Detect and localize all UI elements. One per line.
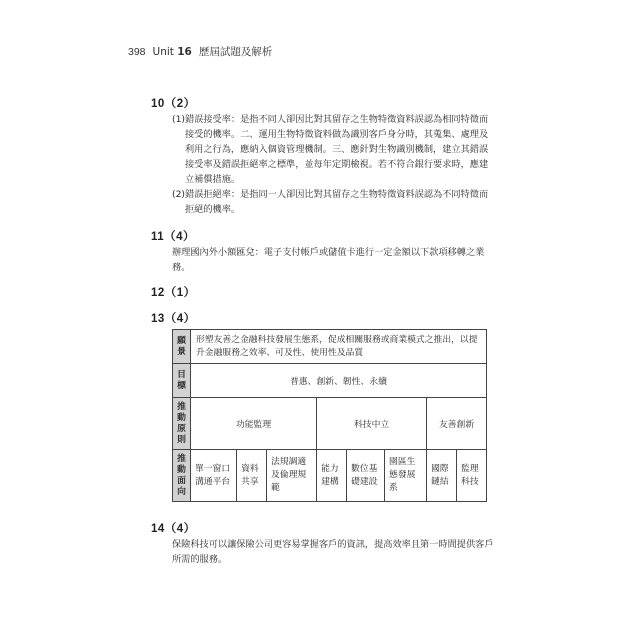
sub-item [172,187,496,217]
question-number: 10（2） [151,98,196,110]
principle-cell: 功能監理 [191,398,317,450]
unit-number: 16 [177,46,192,58]
unit-label: Unit 16 [152,46,192,58]
answer-text: 保險科技可以讓保險公司更容易掌握客戶的資訊，提高效率且第一時間提供客戶所需的服務。 [172,539,494,565]
vision-text: 形塑友善之金融科技發展生態系，促成相關服務或商業模式之推出，以提升金融服務之效率、可及性、使用性及品質 [191,330,487,364]
question-13 [151,310,496,502]
goal-text: 普惠、創新、韌性、永續 [191,364,487,398]
question-12 [151,284,496,300]
question-number: 13（4） [151,313,196,325]
question-number: 14（4） [151,523,196,535]
sub-item-text: 錯誤接受率：是指不同人卻因比對其留存之生物特徵資料誤認為相同特徵而接受的機率。二、運用生物特徵資料做為識別客戶身分時，其蒐集、處理及利用之行為，應納入個資管理機制。三、應針對生物識別機制，建立其錯誤接受率及錯誤拒絕率之標準，並每年定期檢視。若不符合銀行要求時，應建立補償措施。 [185,114,489,185]
row-header-goal: 目 標 [173,364,191,398]
vision-row [173,330,487,364]
question-11 [151,228,496,275]
principle-cell: 友善創新 [427,398,487,450]
aspect-cell: 監理科技 [457,450,487,502]
sub-item-text: 錯誤拒絕率：是指同一人卻因比對其留存之生物特徵資料誤認為不同特徵而拒絕的機率。 [185,189,489,215]
aspect-cell: 國際鏈結 [427,450,457,502]
question-number: 12（1） [151,287,196,299]
question-10 [151,95,496,217]
aspect-cell: 數位基礎建設 [347,450,385,502]
question-number: 11（4） [151,231,196,243]
answer-text: 辦理國內外小額匯兌：電子支付帳戶或儲值卡進行一定金額以下款項移轉之業務。 [172,247,485,273]
goal-row [173,364,487,398]
aspect-cell: 法規調適及倫理規範 [267,450,317,502]
page-number: 398 [128,46,146,58]
fintech-framework-table [172,329,487,502]
row-header-aspect: 推 動 面 向 [173,450,191,502]
principle-row [173,398,487,450]
question-14 [151,520,496,567]
sub-item [172,112,496,187]
answers-body [151,95,496,567]
row-header-principle: 推 動 原 則 [173,398,191,450]
row-header-vision: 願 景 [173,330,191,364]
sub-item-marker: (2) [172,189,186,200]
aspect-cell: 園區生態發展系 [385,450,427,502]
aspect-cell: 資料共享 [237,450,267,502]
page-header [128,44,272,59]
principle-cell: 科技中立 [317,398,427,450]
aspect-cell: 單一窗口溝通平台 [191,450,237,502]
aspect-row [173,450,487,502]
aspect-cell: 能力建構 [317,450,347,502]
section-title: 歷屆試題及解析 [198,46,273,58]
sub-item-marker: (1) [172,114,186,125]
